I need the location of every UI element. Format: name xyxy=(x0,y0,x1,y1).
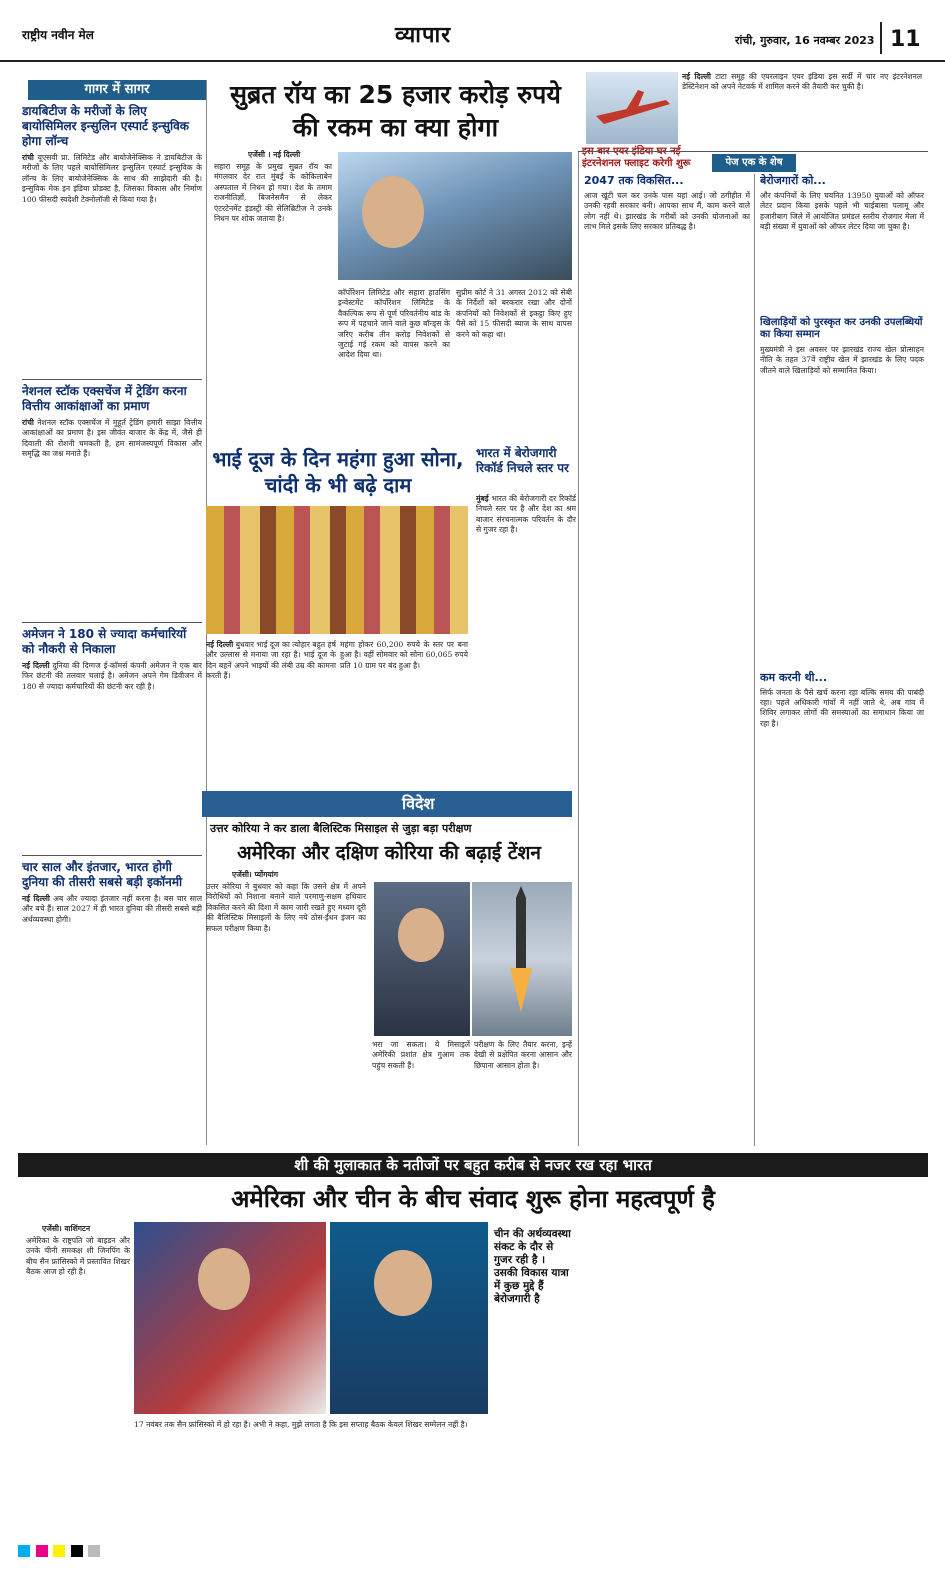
videsh-body-3: परीक्षण के लिए तैयार करना, इन्हें देखी से प्रक्षेपित करना आसान और छिपाना आसान होता है। xyxy=(474,1040,572,1070)
videsh-body: उत्तर कोरिया ने बुधवार को कहा कि उसने क्षेत्र में अपने विरोधियों को निशाना बनाने वाले परमाणु-सक्षम हथियार विकसित करने की दिशा में काम जारी रखते हुए मध्यम दूरी की बैलिस्टिक मिसाइलों के लिए नये ठोस-ईंधन इंजन का सफल परीक्षण किया है। xyxy=(206,882,366,933)
unemployment-body xyxy=(476,494,576,784)
yellow-swatch xyxy=(53,1545,65,1557)
page-number: 11 xyxy=(890,27,921,52)
issue-date: रांची, गुरुवार, 16 नवम्बर 2023 xyxy=(735,34,875,47)
air-india-photo xyxy=(586,72,678,144)
brief-body xyxy=(22,661,202,851)
continuation-body: सिर्फ जनता के पैसे खर्च करना रहा बल्कि समय की पाबंदी रहा। पहले अधिकारी गांवों में नहीं जाते थे, अब गांव में शिविर लगाकर लोगों की समस्याओं का समाधान किया जा रहा है। xyxy=(760,687,924,728)
gold-body-2: महंगा होकर 60,200 रुपये के स्तर पर बना हुआ है। वहीं सोमवार को सोना 60,065 रुपये प्रति 10 ग्राम पर बंद हुआ है। xyxy=(340,640,468,670)
divider xyxy=(22,622,202,623)
masthead-divider xyxy=(880,22,882,54)
unemployment-text: भारत की बेरोजगारी दर रिकॉर्ड निचले स्तर पर है और देश का श्रम बाजार संरचनात्मक परिवर्तन के दौर से गुजर रहा है। xyxy=(476,494,576,535)
lead-body-1: सहारा समूह के प्रमुख सुब्रत रॉय का मंगलवार देर रात मुंबई के कोकिलाबेन अस्पताल में निधन हो गया। देश के तमाम राजनीतिज्ञों, बिजनेसमैन से लेकर एंटरटेनमेंट इंडस्ट्री की सेलिब्रिटीज ने उनके निधन पर शोक जताया है। xyxy=(214,162,332,224)
grey-swatch xyxy=(88,1545,100,1557)
brief-headline: डायबिटीज के मरीजों के लिए बायोसिमिलर इन्सुलिन एस्पार्ट इन्सुविक होगा लॉन्च xyxy=(22,104,190,148)
unemployment-dateline: मुंबई xyxy=(476,494,489,503)
lead-body-2: कॉर्पोरेशन लिमिटेड और सहारा हाउसिंग इन्वेस्टमेंट कॉर्पोरेशन लिमिटेड के वैकल्पिक रूप से पूर्ण परिवर्तनीय बांड के रूप में पहचाने जाने वाले कुछ बॉन्ड्स के जरिए करीब तीन करोड़ निवेशकों से जुटाई गई रकम को वापस करने का आदेश दिया था। xyxy=(338,288,450,360)
portrait-face xyxy=(398,908,444,962)
portrait-face xyxy=(198,1248,250,1310)
divider xyxy=(578,151,928,152)
videsh-body-2: भरा जा सकता। ये मिसाइलें अमेरिकी प्रशांत क्षेत्र गुआम तक पहुंच सकती हैं। xyxy=(372,1040,470,1070)
left-column xyxy=(22,104,202,1144)
continuation-headline: 2047 तक विकसित... xyxy=(584,174,684,187)
videsh-byline: एजेंसी। प्योंगयांग xyxy=(232,870,279,879)
lead-body-3: सुप्रीम कोर्ट ने 31 अगस्त 2012 को सेबी के निर्देशों को बरकरार रखा और दोनों कंपनियों को निवेशकों से इकट्ठा किए हुए पैसे को 15 फीसदी ब्याज के साथ वापस करने को कहा था। xyxy=(456,288,572,339)
column-rule xyxy=(754,174,755,1146)
air-india-body xyxy=(682,72,922,148)
continuation-col-2 xyxy=(760,174,924,1146)
brief-text: दुनिया की दिग्गज ई-कॉमर्स कंपनी अमेजन ने एक बार फिर छंटनी की तलवार चलाई है। अमेजन अपने गेम डिवीजन में 180 से ज्यादा कर्मचारियों की छंटनी कर रही है। xyxy=(22,661,202,691)
brief-text: नेशनल स्टॉक एक्सचेंज में मुहूर्त ट्रेडिंग हमारी साझा वित्तीय आकांक्षाओं का प्रमाण है। इस जीवंत बाजार के केंद्र में, जैसे ही दिवाली की रोशनी चमकती है, हम सामंजस्यपूर्ण विकास और समृद्धि का जश्न मनाते हैं। xyxy=(22,418,202,459)
china-story-byline: एजेंसी। वाशिंगटन xyxy=(42,1224,91,1233)
page-continuation-label: पेज एक के शेष xyxy=(712,154,796,172)
gold-text-1: बुधवार भाई दूज का त्योहार बहुत हर्ष और उल्लास से मनाया जा रहा है। भाई दूज के दिन बहनें अपने भाइयों की लंबी उम्र की कामना करती हैं। xyxy=(206,640,336,681)
brief-headline: चार साल और इंतजार, भारत होगी दुनिया की तीसरी सबसे बड़ी इकॉनमी xyxy=(22,860,183,889)
missile-icon xyxy=(472,882,572,1036)
brief-headline: नेशनल स्टॉक एक्सचेंज में ट्रेडिंग करना वित्तीय आकांक्षाओं का प्रमाण xyxy=(22,384,187,413)
china-story-kicker: शी की मुलाकात के नतीजों पर बहुत करीब से नजर रख रहा भारत xyxy=(18,1153,928,1177)
brief-dateline: नई दिल्ली xyxy=(22,894,50,903)
brief-text: यूएसवी प्रा. लिमिटेड और बायोजेनेक्सिक ने डायबिटीज के मरीजों के लिए पहले बायोसिमिलर इन्सुलिन एस्पार्ट इन्सुविक के लॉन्च के लिए बायोजेनेक्सिक के साथ की साझेदारी की है। इन्सुविक मेक इन इंडिया प्रोडक्ट है, जिसका विकास और निर्माण 100 फीसदी स्वदेशी टेक्नोलॉजी से किया गया है। xyxy=(22,153,202,204)
lead-headline: सुब्रत रॉय का 25 हजार करोड़ रुपये की रकम का क्या होगा xyxy=(230,80,561,142)
subrata-roy-photo xyxy=(338,152,572,280)
brief-dateline: रांची xyxy=(22,418,34,427)
brief-body xyxy=(22,894,202,1074)
portrait-face xyxy=(374,1250,432,1316)
brief-body xyxy=(22,418,202,618)
continuation-headline: बेरोजगारों को... xyxy=(760,174,826,187)
kim-jong-un-photo xyxy=(374,882,470,1036)
china-story-quote: चीन की अर्थव्यवस्था संकट के दौर से गुजर रही है । उसकी विकास यात्रा में कुछ मुद्दे हैं बेरोजगारी है xyxy=(494,1228,571,1305)
air-india-dateline: नई दिल्ली xyxy=(682,72,711,81)
brief-dateline: रांची xyxy=(22,153,34,162)
brief-text: अब और ज्यादा इंतजार नहीं करना है। बस चार साल और बचे हैं। साल 2027 में ही भारत दुनिया की तीसरी सबसे बड़ी अर्थव्यवस्था होगी। xyxy=(22,894,202,924)
china-story-headline: अमेरिका और चीन के बीच संवाद शुरू होना महत्वपूर्ण है xyxy=(231,1185,715,1213)
brief-dateline: नई दिल्ली xyxy=(22,661,50,670)
xi-jinping-photo xyxy=(330,1222,488,1414)
missile-launch-photo xyxy=(472,882,572,1036)
divider xyxy=(22,379,202,380)
continuation-col-1 xyxy=(584,174,750,1146)
china-story-body-1: अमेरिका के राष्ट्रपति जो बाइडन और उनके चीनी समकक्ष शी जिनपिंग के बीच सैन फ्रांसिस्को में प्रस्तावित शिखर बैठक आज हो रही है। xyxy=(26,1236,130,1277)
divider xyxy=(22,855,202,856)
gold-body-1 xyxy=(206,640,336,786)
lead-byline: एजेंसी । नई दिल्ली xyxy=(248,150,301,159)
cyan-swatch xyxy=(18,1545,30,1557)
gold-headline: भाई दूज के दिन महंगा हुआ सोना, चांदी के भी बढ़े दाम xyxy=(212,447,464,497)
paper-name: राष्ट्रीय नवीन मेल xyxy=(22,28,94,42)
gold-shop-photo xyxy=(206,506,468,634)
brief-body xyxy=(22,153,202,375)
unemployment-headline: भारत में बेरोजगारी रिकॉर्ड निचले स्तर पर xyxy=(476,446,569,475)
videsh-section-banner: विदेश xyxy=(202,791,572,817)
black-swatch xyxy=(71,1545,83,1557)
videsh-kicker: उत्तर कोरिया ने कर डाला बैलिस्टिक मिसाइल से जुड़ा बड़ा परीक्षण xyxy=(210,822,472,835)
videsh-headline: अमेरिका और दक्षिण कोरिया की बढ़ाई टेंशन xyxy=(237,842,541,864)
brief-headline: अमेजन ने 180 से ज्यादा कर्मचारियों को नौकरी से निकाला xyxy=(22,627,187,656)
color-register-strip xyxy=(18,1545,928,1559)
continuation-body: मुख्यमंत्री ने इस अवसर पर झारखंड राज्य खेल प्रोत्साहन नीति के तहत 37वें राष्ट्रीय खेल में झारखंड के लिए पदक जीतने वाले खिलाड़ियों को सम्मानित किया। xyxy=(760,344,924,375)
china-story-body-2: 17 नवंबर तक सैन फ्रांसिस्को में हो रहा है। अभी ने कहा, मुझे लगता है कि इस सप्ताह बैठक केवल शिखर सम्मेलन नहीं है। xyxy=(134,1420,468,1429)
left-column-kicker: गागर में सागर xyxy=(28,80,206,100)
portrait-face xyxy=(362,176,424,248)
air-india-headline: इंटरनेशनल फ्लाइट करेगी शुरू xyxy=(582,158,691,169)
column-rule xyxy=(578,152,579,1146)
continuation-body: और कंपनियों के लिए चयनित 13950 युवाओं को ऑफर लेटर प्रदान किया इसके पहले भी चाईबासा पलामू और हजारीबाग जिले में आयोजित प्रमंडल स्तरीय रोजगार मेला में बड़ी संख्या में युवाओं को ऑफर लेटर दिया जा चुका है। xyxy=(760,190,924,231)
joe-biden-photo xyxy=(134,1222,326,1414)
continuation-columns xyxy=(584,174,924,1146)
continuation-body: आज खूंटी चल कर उनके पास यहां आई। जो ठगीहीत में उनकी रहवी सरकार बनी। आपका साथ मैं, काम करने वाले लोग नहीं थे। झारखंड के गरीबों को उनकी योजनाओं का लाभ मिले इसके लिए सरकार प्रतिबद्ध है। xyxy=(584,190,750,231)
air-india-text: टाटा समूह की एयरलाइन एयर इंडिया इस सर्दी में चार नए इंटरनेशनल डेस्टिनेशन को अपने नेटवर्क में शामिल करने की तैयारी कर चुकी है। xyxy=(682,72,922,92)
continuation-headline: खिलाड़ियों को पुरस्कृत कर उनकी उपलब्धियों का किया सम्मान xyxy=(760,316,923,341)
masthead xyxy=(0,0,945,62)
section-title: व्यापार xyxy=(395,23,452,48)
plane-icon xyxy=(586,72,678,144)
magenta-swatch xyxy=(36,1545,48,1557)
gold-dateline: नई दिल्ली xyxy=(206,640,234,649)
continuation-headline: कम करनी थी... xyxy=(760,670,827,684)
